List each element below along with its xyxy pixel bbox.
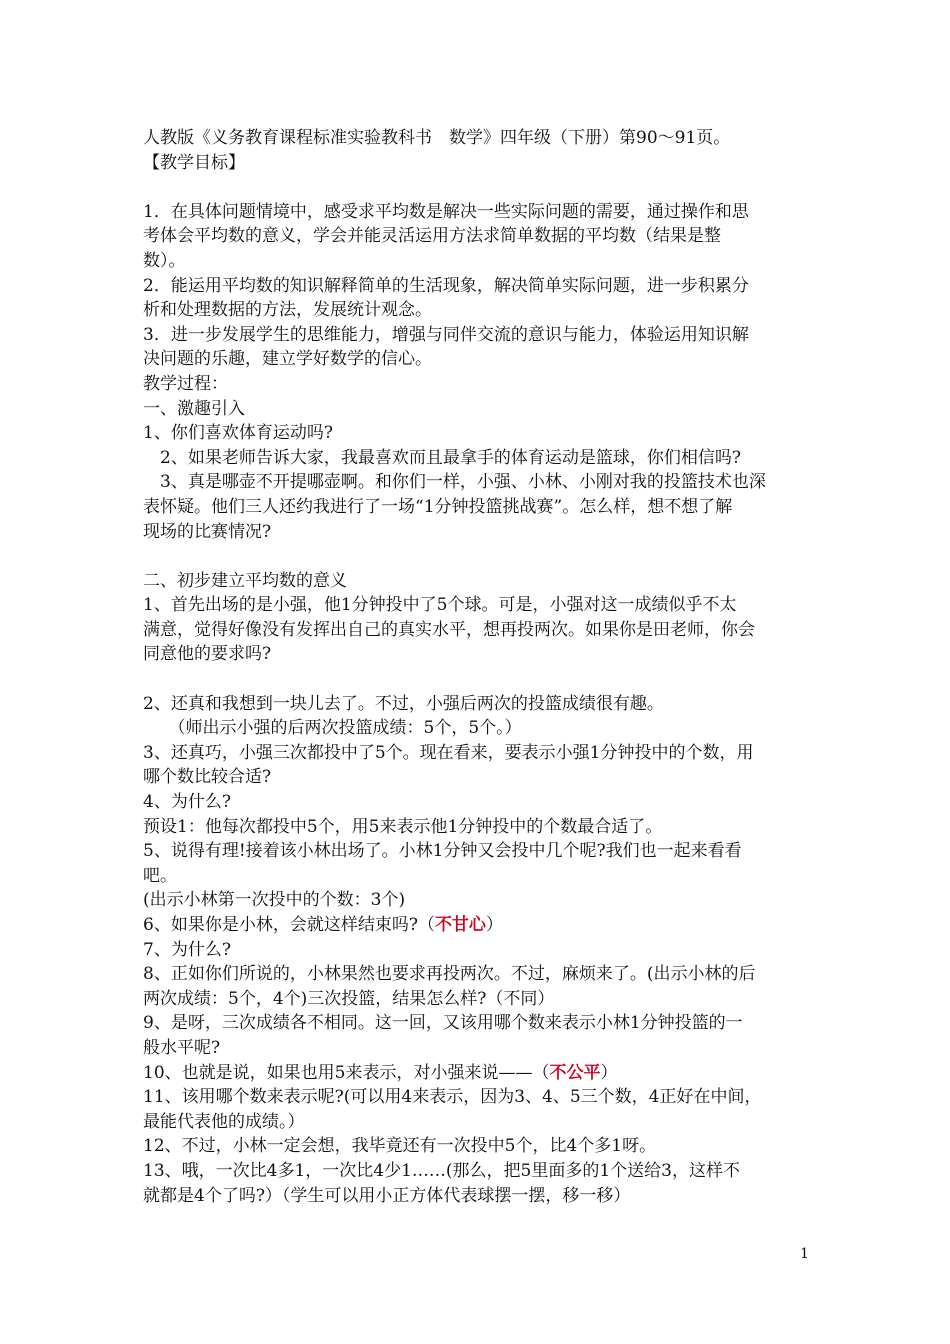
goal-2: 2．能运用平均数的知识解释简单的生活现象，解决简单实际问题，进一步积累分 析和处理数据的方法，发展统计观念。 [143, 275, 749, 321]
highlight-answer: 不甘心 [434, 915, 486, 935]
paragraph: (出示小林第一次投中的个数：3个) [143, 890, 406, 911]
section-1-title: 一、激趣引入 [143, 398, 245, 419]
paragraph: 5、说得有理!接着该小林出场了。小林1分钟又会投中几个呢?我们也一起来看看 吧。 [143, 841, 742, 886]
paragraph: 10、也就是说，如果也用5来表示，对小强来说——（不公平） [143, 1062, 618, 1083]
spacer [143, 175, 813, 200]
paragraph: 1、首先出场的是小强，他1分钟投中了5个球。可是，小强对这一成绩似乎不太 满意，觉得好像没有发挥出自己的真实水平，想再投两次。如果你是田老师，你会 同意他的要求吗? [143, 595, 755, 665]
paragraph: 8、正如你们所说的，小林果然也要求再投两次。不过，麻烦来了。(出示小林的后 两次成绩：5个，4个)三次投篮，结果怎么样?（不同） [143, 964, 756, 1009]
paragraph: 7、为什么? [143, 939, 231, 960]
paragraph: 2、还真和我想到一块儿去了。不过，小强后两次的投篮成绩很有趣。 [143, 693, 664, 714]
section-2-title: 二、初步建立平均数的意义 [143, 570, 347, 591]
paragraph: 预设1：他每次都投中5个，用5来表示他1分钟投中的个数最合适了。 [143, 816, 663, 837]
paragraph: 2、如果老师告诉大家，我最喜欢而且最拿手的体育运动是篮球，你们相信吗? [143, 447, 741, 468]
spacer [143, 667, 813, 692]
goal-1: 1．在具体问题情境中，感受求平均数是解决一些实际问题的需要，通过操作和思 考体会平均数的意义，学会并能灵活运用方法求简单数据的平均数（结果是整 数）。 [143, 201, 749, 271]
paragraph: 3、还真巧，小强三次都投中了5个。现在看来，要表示小强1分钟投中的个数，用 哪个数比较合适? [143, 742, 754, 788]
goals-heading: 【教学目标】 [143, 152, 245, 173]
goal-3: 3．进一步发展学生的思维能力，增强与同伴交流的意识与能力，体验运用知识解 决问题的乐趣，建立学好数学的信心。 [143, 324, 749, 370]
process-heading: 教学过程： [143, 373, 228, 394]
paragraph: 3、真是哪壶不开提哪壶啊。和你们一样，小强、小林、小刚对我的投篮技术也深 表怀疑。他们三人还约我进行了一场“1分钟投篮挑战赛”。怎么样，想不想了解 现场的比赛情况? [143, 472, 766, 542]
source-line: 人教版《义务教育课程标准实验教科书 数学》四年级（下册）第90～91页。 [143, 128, 731, 148]
paragraph: 12、不过，小林一定会想，我毕竟还有一次投中5个，比4个多1呀。 [143, 1136, 657, 1157]
paragraph: 11、该用哪个数来表示呢?(可以用4来表示，因为3、4、5三个数，4正好在中间， 最能代表他的成绩。） [143, 1087, 762, 1132]
paragraph: 1、你们喜欢体育运动吗? [143, 423, 333, 444]
page-number: 1 [800, 1246, 809, 1262]
document-body [143, 126, 813, 1208]
paragraph: 4、为什么? [143, 792, 231, 813]
spacer [143, 544, 813, 569]
paragraph: 9、是呀，三次成绩各不相同。这一回，又该用哪个数来表示小林1分钟投篮的一 般水平呢? [143, 1013, 743, 1058]
paragraph: （师出示小强的后两次投篮成绩：5个，5个。） [143, 718, 522, 739]
paragraph: 6、如果你是小林，会就这样结束吗?（不甘心） [143, 915, 503, 935]
highlight-answer: 不公平 [549, 1062, 601, 1083]
paragraph: 13、哦，一次比4多1，一次比4少1……(那么，把5里面多的1个送给3，这样不 就都是4个了吗?）（学生可以用小正方体代表球摆一摆，移一移） [143, 1160, 740, 1206]
